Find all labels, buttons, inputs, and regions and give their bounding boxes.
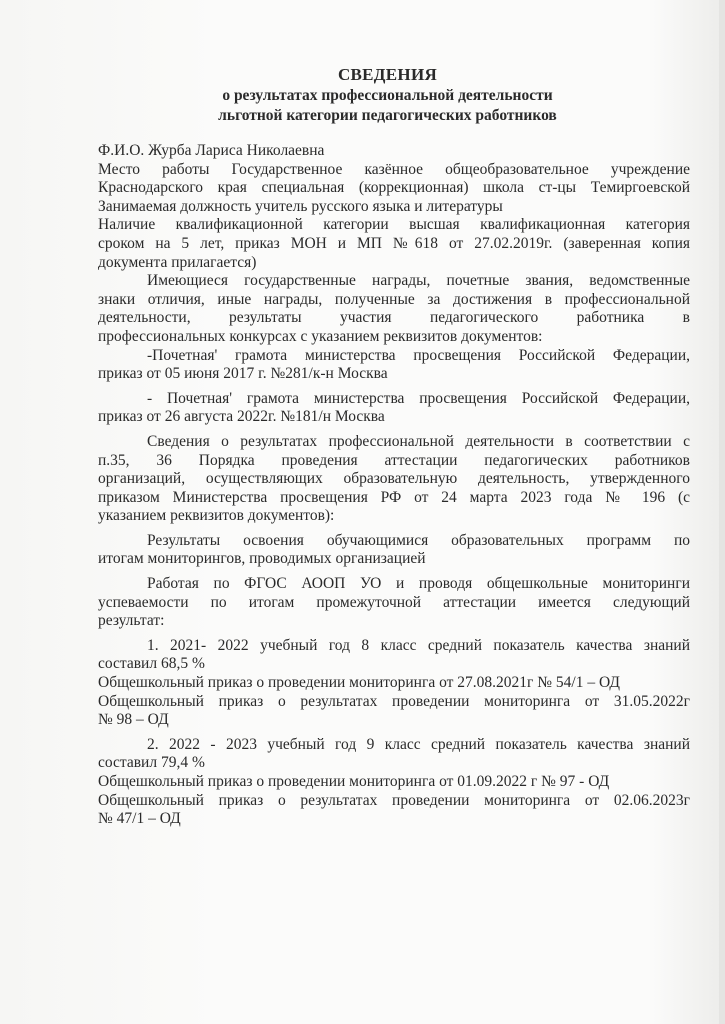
order-line: Общешкольный приказ о проведении мониторинга от 01.09.2022 г № 97 - ОД	[98, 773, 610, 790]
year-result-line-1: 2. 2022 - 2023 учебный год 9 класс средний показатель качества знаний	[147, 735, 690, 753]
section-heading-line-2: итогам мониторингов, проводимых организацией	[98, 550, 426, 568]
position-line: Занимаемая должность учитель русского языка и литературы	[98, 197, 503, 215]
workplace-line-1: Место работы Государственное казённое общеобразовательное учреждение	[98, 160, 690, 178]
page-edge-shadow	[719, 0, 725, 1024]
award-item-line-1: -Почетная' грамота министерства просвещения Российской Федерации,	[147, 346, 690, 364]
document-title: СВЕДЕНИЯ	[337, 65, 438, 84]
year-result	[98, 736, 690, 829]
category-line-2: сроком на 5 лет, приказ МОН и МП №618 от 27.02.2019г. (заверенная копия	[98, 234, 690, 252]
section-heading-line-1: Результаты освоения обучающимися образовательных программ по	[147, 531, 690, 549]
document-header	[0, 64, 725, 126]
category-line-3: документа прилагается)	[98, 253, 257, 271]
fio-line: Ф.И.О. Журба Лариса Николаевна	[98, 142, 325, 159]
awards-intro-line-4: профессиональных конкурсах с указанием реквизитов документов:	[98, 327, 543, 345]
award-item	[98, 390, 690, 427]
award-item-line-2: приказ от 26 августа 2022г. №181/н Москва	[98, 408, 385, 426]
results-intro-line-4: приказом Министерства просвещения РФ от 24 марта 2023 года № 196 (с	[98, 488, 690, 506]
results-intro-line-3: организаций, осуществляющих образовательную деятельность, утвержденного	[98, 470, 690, 488]
year-result-line-1: 1. 2021- 2022 учебный год 8 класс средний показатель качества знаний	[147, 636, 690, 654]
award-item	[98, 347, 690, 384]
personal-info	[98, 142, 690, 272]
order-results-line-1: Общешкольный приказ о результатах проведении мониторинга от 02.06.2023г	[98, 791, 690, 809]
work-line-2: успеваемости по итогам промежуточной аттестации имеется следующий	[98, 593, 690, 611]
order-results-line-1: Общешкольный приказ о результатах проведении мониторинга от 31.05.2022г	[98, 692, 690, 710]
results-intro-line-5: указанием реквизитов документов):	[98, 507, 335, 525]
year-result	[98, 637, 690, 730]
order-results-line-2: № 98 – ОД	[98, 711, 169, 729]
document-subtitle-line-2: льготной категории педагогических работников	[218, 107, 557, 124]
award-item-line-1: - Почетная' грамота министерства просвещения Российской Федерации,	[147, 389, 690, 407]
awards-intro-line-3: деятельности, результаты участия педагогического работника в	[98, 309, 690, 327]
results-section	[98, 433, 690, 829]
order-line: Общешкольный приказ о проведении мониторинга от 27.08.2021г № 54/1 – ОД	[98, 674, 620, 692]
awards-intro-line-1: Имеющиеся государственные награды, почетные звания, ведомственные	[147, 272, 690, 290]
order-results-line-2: № 47/1 – ОД	[98, 810, 181, 828]
category-line-1: Наличие квалификационной категории высшая квалификационная категория	[98, 216, 690, 234]
year-result-line-2: составил 79,4 %	[98, 754, 205, 772]
awards-section	[98, 272, 690, 427]
award-item-line-2: приказ от 05 июня 2017 г. №281/к-н Москва	[98, 365, 388, 383]
work-line-1: Работая по ФГОС АООП УО и проводя общешкольные мониторинги	[147, 575, 690, 593]
work-line-3: результат:	[98, 612, 165, 630]
results-intro-line-2: п.35, 36 Порядка проведения аттестации педагогических работников	[98, 451, 690, 469]
year-result-line-2: составил 68,5 %	[98, 655, 205, 673]
workplace-line-2: Краснодарского края специальная (коррекционная) школа ст-цы Темиргоевской	[98, 179, 690, 197]
awards-intro-line-2: знаки отличия, иные награды, полученные за достижения в профессиональной	[98, 290, 690, 308]
document-body	[98, 142, 690, 829]
document-subtitle-line-1: о результатах профессиональной деятельности	[222, 87, 553, 104]
results-intro-line-1: Сведения о результатах профессиональной деятельности в соответствии с	[147, 432, 690, 450]
